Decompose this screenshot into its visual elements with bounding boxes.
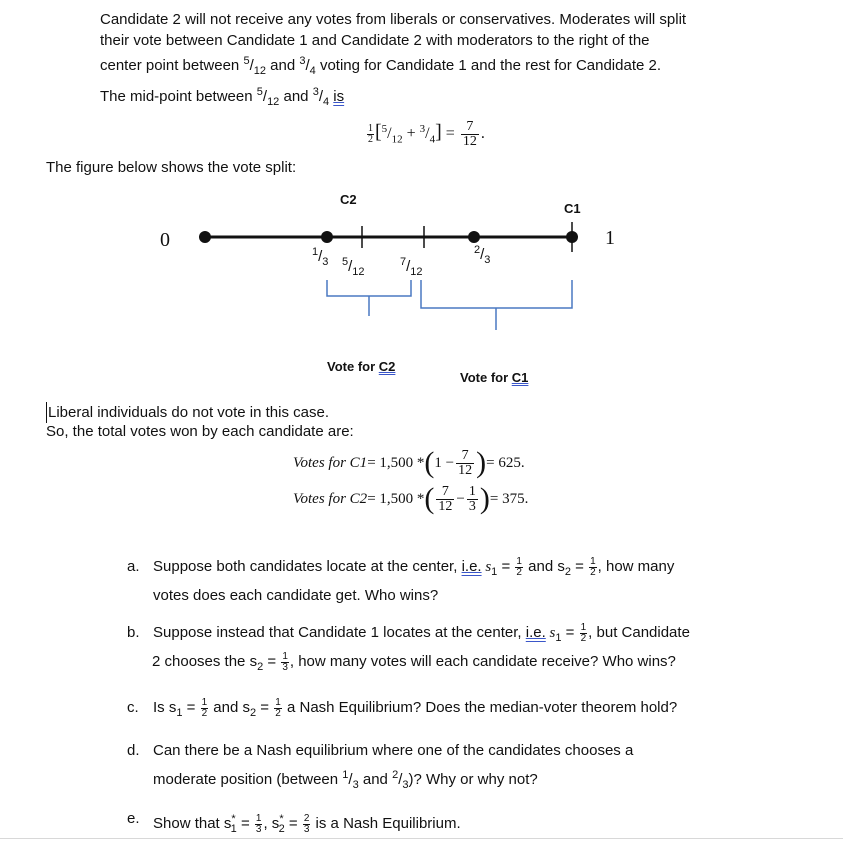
intro-line-4: The mid-point between $^5/_{12}$ and $^3/_4$ is [100, 86, 345, 108]
c2-position-dot [321, 231, 333, 243]
left-endpoint-dot [199, 231, 211, 243]
question-a: a. Suppose both candidates locate at the center, i.e. $s_1$ = $\frac{1}{2}$ and $s_2$ = $\frac{1}{2}$ , how many votes does each candidate get. Who wins? [127, 555, 675, 604]
tick-label-2-3: $^2/_3$ [474, 244, 491, 266]
intro-line-2: their vote between Candidate 1 and Candidate 2 with moderators to the right of the [100, 32, 650, 49]
question-c: c. Is $s_1$ = $\frac{1}{2}$ and $s_2$ = $\frac{1}{2}$ a Nash Equilibrium? Does the median-voter theorem hold? [127, 696, 678, 719]
vote-for-c2-label: Vote for C2 [327, 359, 396, 374]
question-d: d. Can there be a Nash equilibrium where one of the candidates chooses a moderate position (between $^1/_3$ and $^2/_3$)? Why or why not? [127, 742, 634, 791]
brace-vote-c1 [421, 280, 572, 330]
question-b: b. Suppose instead that Candidate 1 locates at the center, i.e. $s_1$ = $\frac{1}{2}$ , but Candidate 2 chooses the $s_2$ = $\frac{1}{3}$ , how many votes will each candidate receive? Who wins? [127, 621, 690, 673]
question-e: e. Show that $s^*_1$ = $\frac{1}{3}$ , $s^*_2$ = $\frac{2}{3}$ is a Nash Equilibrium. [127, 810, 461, 835]
total-votes-intro: So, the total votes won by each candidate are: [46, 423, 354, 440]
left-end-label: 0 [160, 229, 170, 251]
votes-c1-equation: Votes for C1 = 1,500 * ( 1 − $\frac{7}{12}$ ) = 625. [293, 446, 525, 479]
liberal-note: Liberal individuals do not vote in this case. [48, 404, 330, 421]
figure-caption: The figure below shows the vote split: [46, 159, 297, 176]
right-end-label: 1 [605, 227, 615, 249]
midpoint-equation: $\frac{1}{2}$ $[^5/_{12} + ^3/_4]$ = $\frac{7}{12}$ . [368, 119, 485, 149]
brace-vote-c2 [327, 280, 411, 316]
tick-label-5-12: $^5/_{12}$ [342, 256, 365, 278]
tick-label-1-3: $^1/_3$ [312, 246, 329, 268]
vote-for-c1-label: Vote for C1 [460, 370, 529, 385]
two-thirds-dot [468, 231, 480, 243]
bottom-divider [0, 838, 843, 839]
intro-line-3: center point between $^5/_{12}$ and $^3/_4$ voting for Candidate 1 and the rest for Candidate 2. [100, 55, 662, 77]
intro-line-1: Candidate 2 will not receive any votes from liberals or conservatives. Moderates will split [100, 11, 687, 28]
votes-c2-equation: Votes for C2 = 1,500 * ( 7 12 − $\frac{1}{3}$ ) = 375. [293, 482, 529, 515]
c1-label: C1 [564, 201, 581, 216]
c2-label: C2 [340, 192, 357, 207]
vote-split-figure [0, 0, 843, 400]
tick-label-7-12: $^7/_{12}$ [400, 256, 423, 278]
